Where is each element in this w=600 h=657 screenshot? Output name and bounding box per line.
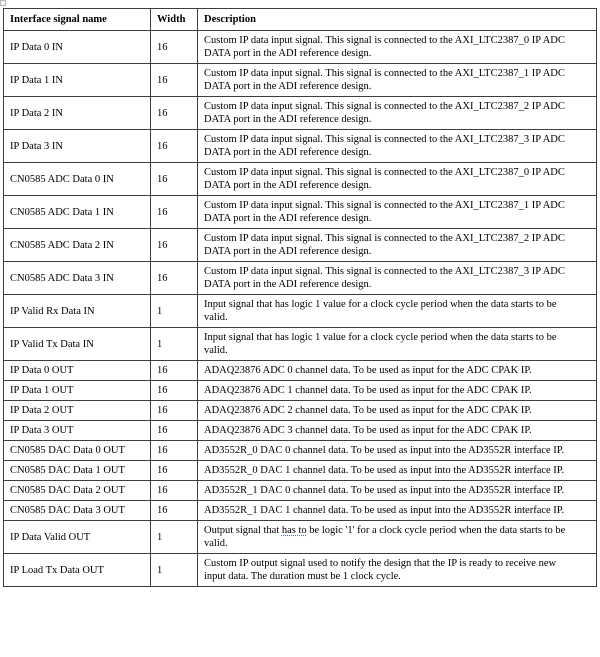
table-row (4, 97, 597, 130)
table-row (4, 441, 597, 461)
signal-name-cell: CN0585 DAC Data 3 OUT (4, 501, 151, 521)
signal-name-cell: CN0585 ADC Data 1 IN (4, 196, 151, 229)
signal-width-cell: 1 (151, 521, 198, 554)
signal-width-cell: 16 (151, 401, 198, 421)
table-row (4, 501, 597, 521)
table-row (4, 521, 597, 554)
interface-signal-table (3, 8, 597, 587)
signal-width-cell: 1 (151, 295, 198, 328)
table-row (4, 295, 597, 328)
signal-name-cell: IP Data 0 OUT (4, 361, 151, 381)
signal-width-cell: 16 (151, 130, 198, 163)
signal-name-cell: IP Data Valid OUT (4, 521, 151, 554)
table-header (4, 9, 597, 31)
table-row (4, 130, 597, 163)
signal-description-cell: Input signal that has logic 1 value for a clock cycle period when the data starts to be valid. (198, 295, 597, 328)
signal-width-cell: 16 (151, 481, 198, 501)
signal-description-cell: AD3552R_0 DAC 0 channel data. To be used as input into the AD3552R interface IP. (198, 441, 597, 461)
signal-name-cell: CN0585 ADC Data 3 IN (4, 262, 151, 295)
signal-description-cell: Output signal that has to be logic '1' for a clock cycle period when the data starts to be valid. (198, 521, 597, 554)
signal-width-cell: 16 (151, 421, 198, 441)
table-row (4, 328, 597, 361)
table-row (4, 64, 597, 97)
signal-name-cell: IP Data 2 IN (4, 97, 151, 130)
table-row (4, 31, 597, 64)
header-row (4, 9, 597, 31)
signal-width-cell: 16 (151, 441, 198, 461)
table-select-handle[interactable] (0, 0, 6, 6)
table-row (4, 229, 597, 262)
table-row (4, 361, 597, 381)
signal-description-cell: AD3552R_0 DAC 1 channel data. To be used as input into the AD3552R interface IP. (198, 461, 597, 481)
signal-width-cell: 16 (151, 381, 198, 401)
signal-description-cell: ADAQ23876 ADC 0 channel data. To be used as input for the ADC CPAK IP. (198, 361, 597, 381)
signal-description-cell: Custom IP data input signal. This signal is connected to the AXI_LTC2387_3 IP ADC DATA port in the ADI reference design. (198, 262, 597, 295)
table-row (4, 421, 597, 441)
signal-name-cell: IP Data 1 IN (4, 64, 151, 97)
signal-width-cell: 16 (151, 97, 198, 130)
signal-name-cell: IP Data 3 IN (4, 130, 151, 163)
signal-width-cell: 16 (151, 229, 198, 262)
signal-name-cell: IP Data 2 OUT (4, 401, 151, 421)
signal-description-cell: AD3552R_1 DAC 0 channel data. To be used as input into the AD3552R interface IP. (198, 481, 597, 501)
signal-width-cell: 16 (151, 196, 198, 229)
signal-width-cell: 16 (151, 461, 198, 481)
signal-description-cell: ADAQ23876 ADC 1 channel data. To be used as input for the ADC CPAK IP. (198, 381, 597, 401)
table-row (4, 381, 597, 401)
signal-description-cell: Custom IP output signal used to notify the design that the IP is ready to receive new input data. The duration must be 1 clock cycle. (198, 554, 597, 587)
table-row (4, 554, 597, 587)
signal-name-cell: CN0585 ADC Data 0 IN (4, 163, 151, 196)
signal-name-cell: IP Data 3 OUT (4, 421, 151, 441)
signal-description-cell: AD3552R_1 DAC 1 channel data. To be used as input into the AD3552R interface IP. (198, 501, 597, 521)
signal-width-cell: 16 (151, 64, 198, 97)
signal-name-cell: IP Valid Rx Data IN (4, 295, 151, 328)
col-header-interface-signal-name: Interface signal name (4, 9, 151, 31)
signal-description-cell: Custom IP data input signal. This signal is connected to the AXI_LTC2387_2 IP ADC DATA port in the ADI reference design. (198, 97, 597, 130)
table-row (4, 401, 597, 421)
signal-name-cell: IP Valid Tx Data IN (4, 328, 151, 361)
signal-description-cell: Custom IP data input signal. This signal is connected to the AXI_LTC2387_0 IP ADC DATA port in the ADI reference design. (198, 163, 597, 196)
signal-name-cell: CN0585 DAC Data 1 OUT (4, 461, 151, 481)
signal-name-cell: CN0585 DAC Data 0 OUT (4, 441, 151, 461)
signal-width-cell: 16 (151, 501, 198, 521)
table-body (4, 31, 597, 587)
signal-description-cell: Custom IP data input signal. This signal is connected to the AXI_LTC2387_2 IP ADC DATA port in the ADI reference design. (198, 229, 597, 262)
signal-description-cell: Custom IP data input signal. This signal is connected to the AXI_LTC2387_1 IP ADC DATA port in the ADI reference design. (198, 196, 597, 229)
signal-description-cell: Custom IP data input signal. This signal is connected to the AXI_LTC2387_1 IP ADC DATA port in the ADI reference design. (198, 64, 597, 97)
signal-description-cell: ADAQ23876 ADC 3 channel data. To be used as input for the ADC CPAK IP. (198, 421, 597, 441)
signal-width-cell: 16 (151, 361, 198, 381)
signal-description-cell: Custom IP data input signal. This signal is connected to the AXI_LTC2387_0 IP ADC DATA port in the ADI reference design. (198, 31, 597, 64)
signal-description-cell: Custom IP data input signal. This signal is connected to the AXI_LTC2387_3 IP ADC DATA port in the ADI reference design. (198, 130, 597, 163)
signal-name-cell: IP Data 0 IN (4, 31, 151, 64)
table-row (4, 461, 597, 481)
signal-width-cell: 1 (151, 554, 198, 587)
signal-name-cell: CN0585 ADC Data 2 IN (4, 229, 151, 262)
table-row (4, 163, 597, 196)
table-row (4, 196, 597, 229)
signal-name-cell: IP Load Tx Data OUT (4, 554, 151, 587)
table-row (4, 262, 597, 295)
table-row (4, 481, 597, 501)
signal-width-cell: 1 (151, 328, 198, 361)
col-header-description: Description (198, 9, 597, 31)
col-header-width: Width (151, 9, 198, 31)
signal-width-cell: 16 (151, 31, 198, 64)
signal-name-cell: IP Data 1 OUT (4, 381, 151, 401)
signal-name-cell: CN0585 DAC Data 2 OUT (4, 481, 151, 501)
signal-width-cell: 16 (151, 163, 198, 196)
signal-description-cell: Input signal that has logic 1 value for a clock cycle period when the data starts to be valid. (198, 328, 597, 361)
grammar-check-underline: has to (281, 525, 307, 536)
signal-width-cell: 16 (151, 262, 198, 295)
signal-description-cell: ADAQ23876 ADC 2 channel data. To be used as input for the ADC CPAK IP. (198, 401, 597, 421)
